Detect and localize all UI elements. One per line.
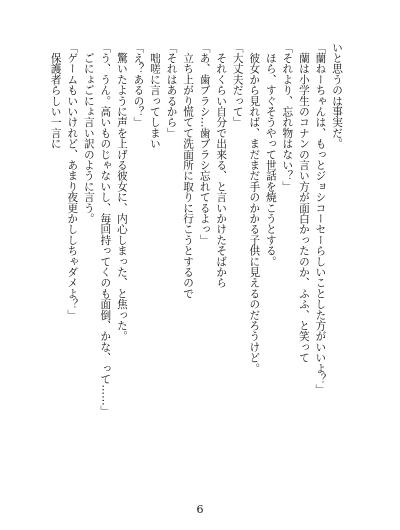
text-line: 「ゲームもいいけれど、あまり夜更かししちゃダメよ？」 xyxy=(66,42,79,321)
text-line: 立ち上がり慌てて洗面所に取りに行こうとするので xyxy=(182,42,195,299)
text-line: 驚いたように声を上げる彼女に、内心しまった、と焦った。 xyxy=(115,42,128,342)
text-line: 「う、うん。高いものじゃないし、毎回持ってくのも面倒、かな、って……」 xyxy=(99,42,112,417)
text-line: 彼女から見れば、まだまだ手のかかる子供に見えるのだろうけど。 xyxy=(248,42,261,374)
text-line: 「それはあるから」 xyxy=(165,42,178,139)
vertical-text-body xyxy=(45,42,345,422)
text-line: いと思うのは事実だ。 xyxy=(331,42,343,149)
text-line: それくらい自分で出来る、と言いかけたそばから xyxy=(215,42,228,289)
page-number: 6 xyxy=(196,503,204,516)
text-line: 「え？あるの？」 xyxy=(132,42,145,128)
text-line: ほら、すぐそうやって世話を焼こうとする。 xyxy=(264,42,277,267)
text-line: 「あ、歯ブラシ…歯ブラシ忘れてるよっ」 xyxy=(198,42,211,246)
text-line: 蘭は小学生のコナンの言い方が面白かったのか、ふふ、と笑って xyxy=(297,42,310,363)
text-line: 「大丈夫だって」 xyxy=(231,42,244,128)
text-line: 咄嗟に言ってしまい xyxy=(148,42,161,149)
text-line: ごにょごにょ言い訳のように言う。 xyxy=(82,42,95,224)
text-line: 「それより、忘れ物はない？」 xyxy=(281,42,294,192)
text-line: 「蘭ねーちゃんは、もっとジョシコーセーらしいことした方がいいよ？」 xyxy=(314,42,327,396)
text-line: 保護者らしい一言に xyxy=(49,42,62,149)
